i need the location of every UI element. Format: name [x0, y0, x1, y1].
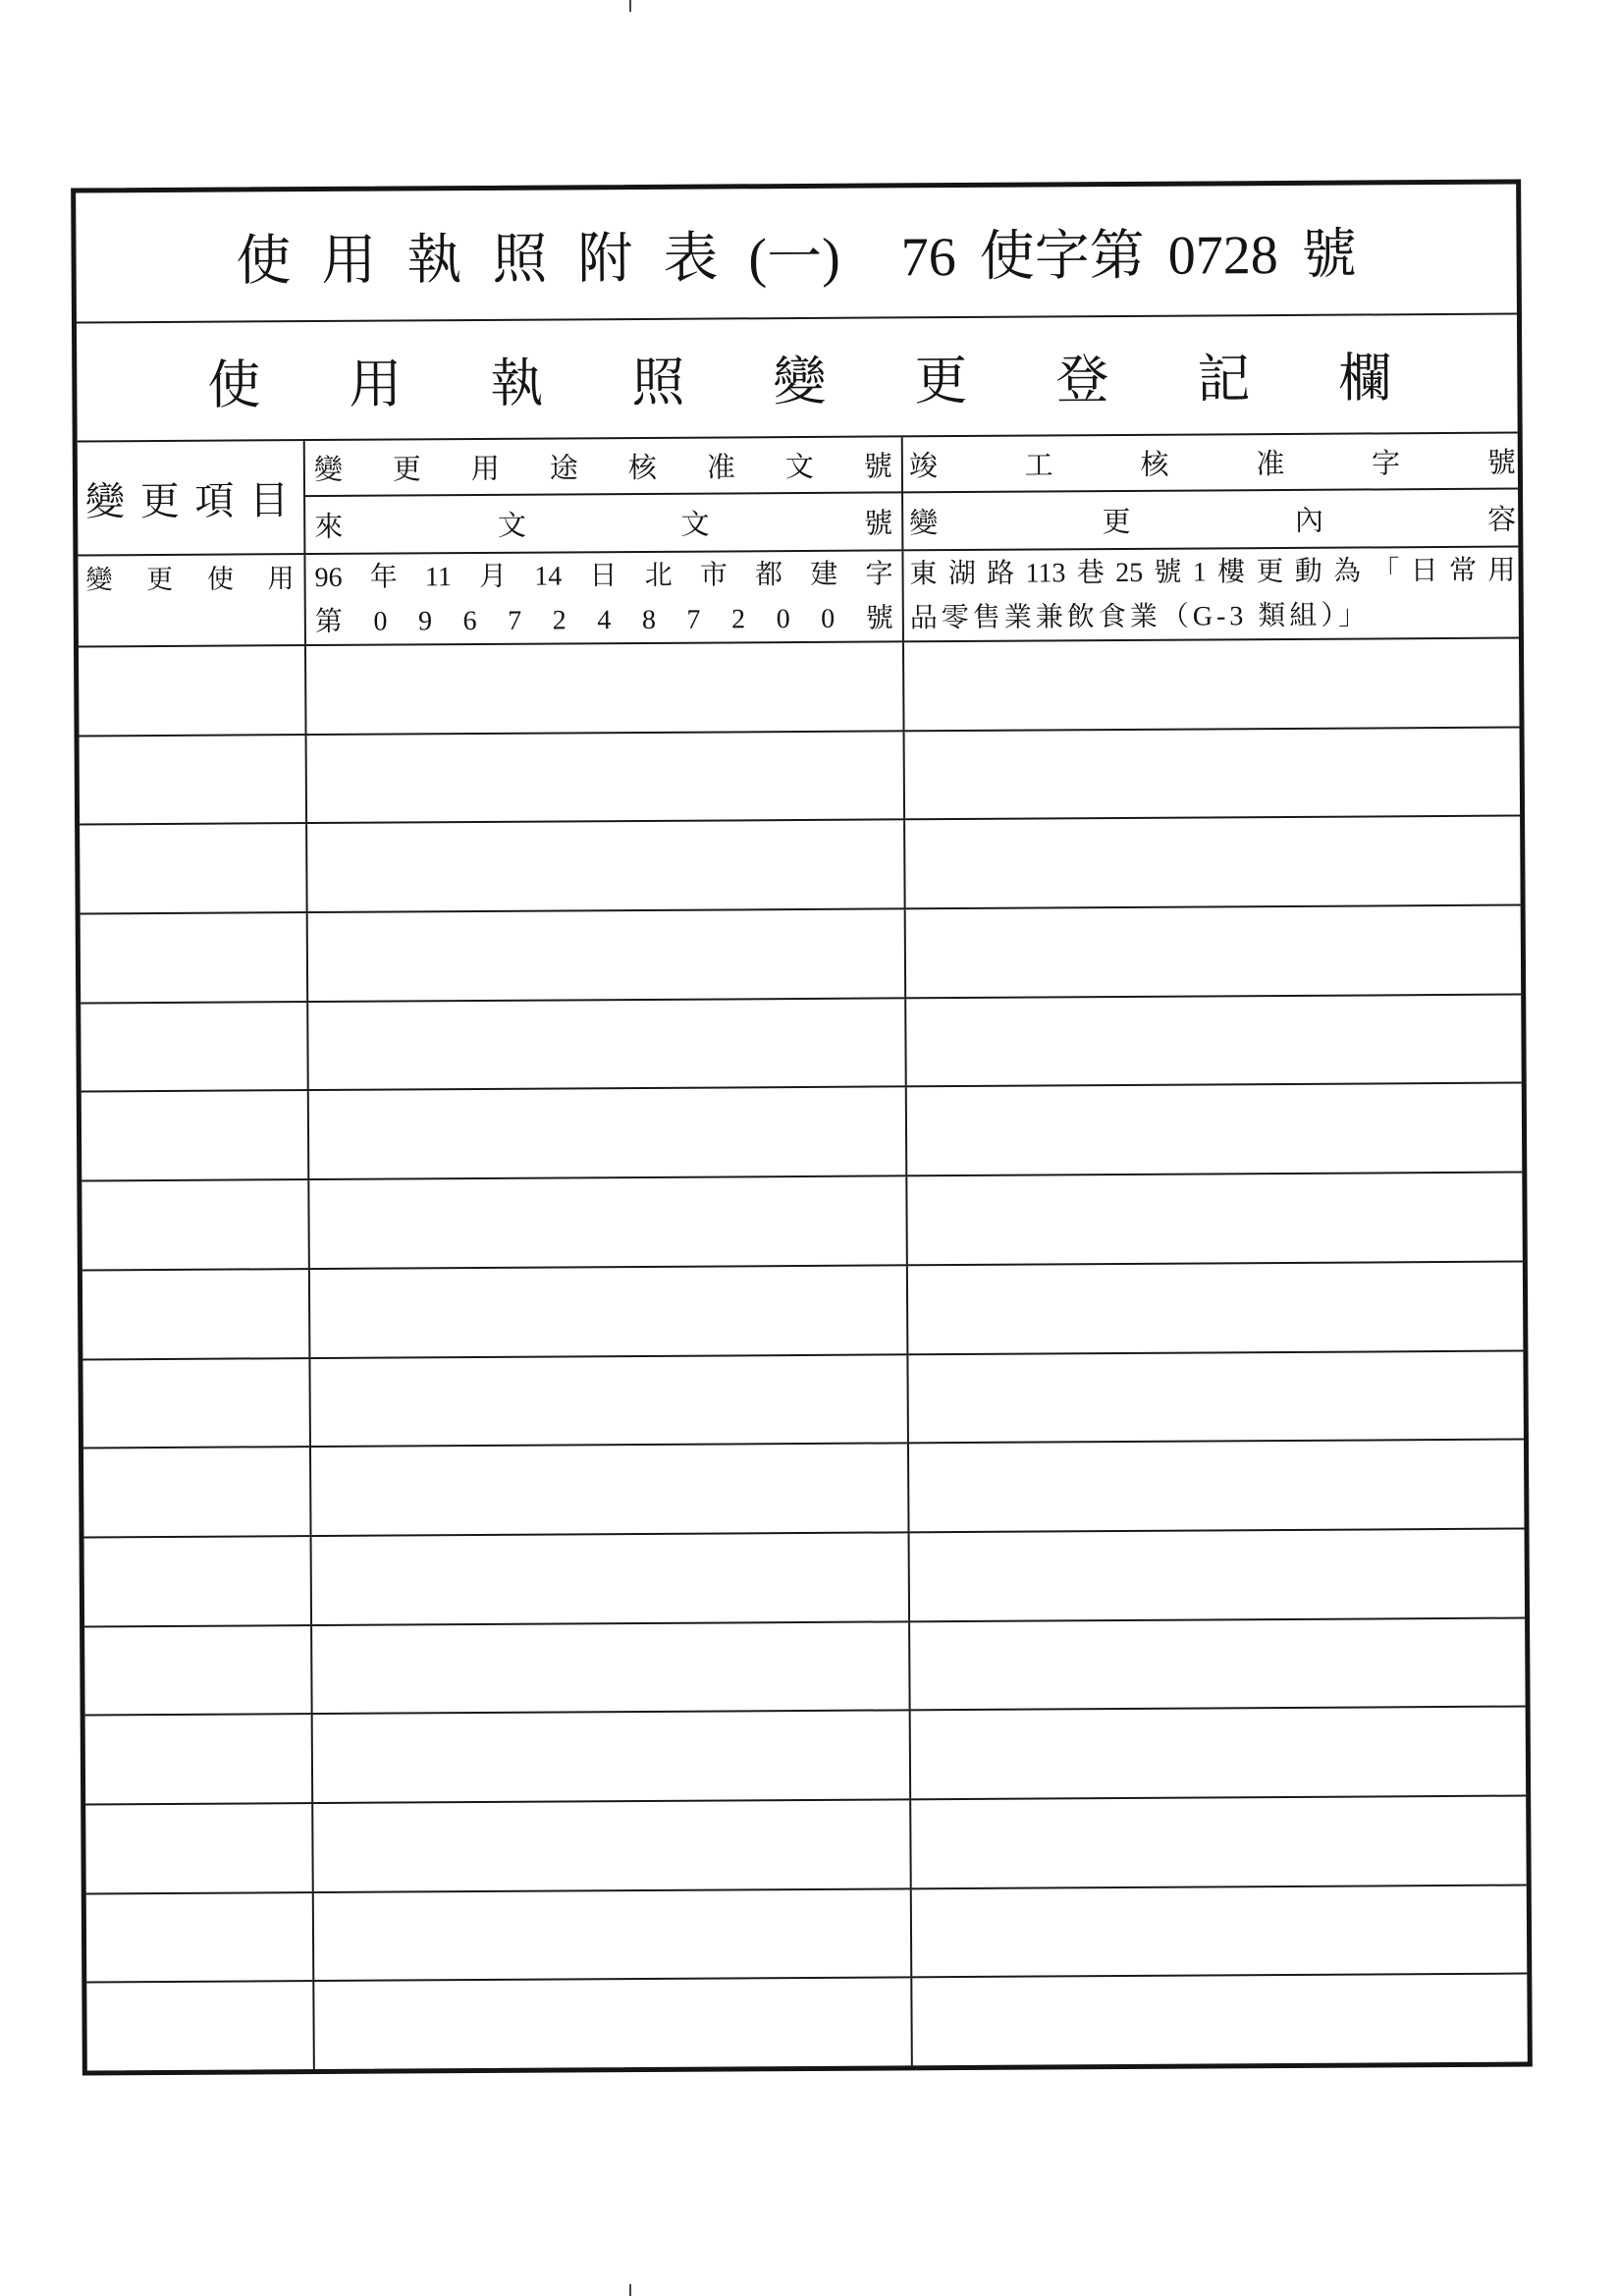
table-row [80, 817, 1521, 915]
content-cell [905, 728, 1521, 819]
doc-no-cell [308, 999, 907, 1089]
scan-mark [629, 2284, 631, 2296]
item-cell [82, 1359, 311, 1448]
license-number: 76 使字第 0728 號 [900, 224, 1357, 288]
doc-no-line [315, 596, 893, 644]
glyph: 途 [549, 453, 578, 485]
item-cell [80, 824, 308, 912]
glyph: 年 [369, 562, 398, 593]
item-cell [84, 1626, 313, 1715]
glyph: 欄 [1338, 349, 1392, 409]
glyph: 動 [1294, 556, 1322, 587]
content-cell [908, 1351, 1524, 1443]
table-row [82, 1351, 1524, 1449]
table-row [86, 1975, 1528, 2071]
glyph: 6 [462, 605, 477, 636]
glyph: 執 [490, 354, 544, 413]
table-row [81, 1084, 1523, 1182]
glyph: 用 [267, 564, 295, 594]
glyph: 字 [1371, 448, 1401, 480]
glyph: 變 [85, 565, 113, 595]
content-cell [907, 1174, 1523, 1265]
table-row [79, 639, 1520, 738]
glyph: 日 [1410, 555, 1438, 586]
item-cell [86, 1893, 315, 1982]
table-row [81, 1174, 1523, 1272]
table-row [81, 906, 1522, 1005]
glyph: 日 [589, 560, 618, 591]
doc-no-line [314, 552, 892, 600]
content-cell [909, 1441, 1525, 1532]
glyph: 目 [248, 477, 290, 522]
section-heading [207, 336, 1391, 418]
header-item-cell [78, 441, 306, 554]
section-heading-row [77, 315, 1518, 443]
glyph: 月 [479, 561, 508, 592]
glyph: 市 [699, 559, 728, 591]
glyph: 0 [373, 606, 388, 637]
header-incoming-doc-no [314, 501, 892, 545]
item-cell [86, 1982, 315, 2070]
doc-no-cell [313, 1712, 912, 1802]
glyph: 變 [84, 478, 126, 523]
glyph: 變 [909, 508, 939, 540]
content-cell [905, 817, 1521, 908]
glyph: 建 [810, 559, 838, 590]
table-row [78, 548, 1519, 648]
header-incoming-cell [305, 493, 903, 553]
content-cell [910, 1618, 1526, 1710]
item-cell [81, 913, 309, 1002]
form-name: 使用執照附表 [236, 227, 749, 293]
item-cell [84, 1537, 313, 1625]
content-cell [906, 995, 1522, 1086]
item-cell [81, 1003, 309, 1091]
table-number: (一) [748, 227, 840, 289]
doc-no-cell [312, 1622, 911, 1713]
glyph: 項 [194, 478, 235, 523]
glyph: 巷 [1076, 557, 1105, 588]
glyph: 核 [627, 452, 657, 485]
glyph: 2 [730, 603, 746, 634]
glyph: 號 [864, 508, 893, 540]
glyph: 第 [314, 606, 343, 637]
doc-no-cell [310, 1355, 909, 1446]
form-title [76, 185, 1517, 324]
glyph: 用 [1487, 555, 1516, 586]
item-cell [81, 1180, 310, 1269]
glyph: 「 [1372, 555, 1400, 586]
glyph: 照 [631, 353, 685, 413]
glyph: 容 [1487, 504, 1517, 536]
header-completion-no [909, 441, 1516, 485]
glyph: 使 [207, 355, 261, 415]
glyph: 更 [146, 564, 174, 595]
glyph: 14 [534, 560, 563, 592]
glyph: 樓 [1217, 556, 1246, 587]
content-cell [908, 1262, 1524, 1353]
glyph: 工 [1024, 450, 1053, 482]
glyph: 常 [1448, 555, 1478, 586]
glyph: 來 [314, 511, 344, 544]
doc-no-cell [305, 551, 904, 644]
table-row [85, 1796, 1527, 1894]
glyph: 0 [776, 603, 790, 634]
table-row [86, 1886, 1528, 1984]
change-item [85, 557, 294, 602]
header-change-cell [903, 490, 1518, 550]
table-row [82, 1262, 1524, 1360]
glyph: 東 [909, 558, 938, 589]
glyph: 號 [1154, 557, 1182, 588]
glyph: 用 [470, 453, 500, 486]
content-cell [912, 1886, 1528, 1977]
glyph: 9 [417, 605, 433, 636]
table-row [84, 1529, 1526, 1627]
form-frame [71, 180, 1533, 2076]
glyph: 登 [1055, 351, 1109, 410]
content-cell [907, 1084, 1523, 1175]
glyph: 更 [914, 351, 968, 411]
glyph: 1 [1192, 556, 1207, 588]
glyph: 4 [597, 604, 612, 635]
doc-no-cell [307, 732, 906, 822]
glyph: 文 [680, 509, 710, 541]
glyph: 內 [1294, 505, 1324, 537]
glyph: 11 [424, 561, 453, 592]
content-cell [911, 1796, 1527, 1887]
item-cell [85, 1715, 314, 1803]
glyph: 25 [1115, 557, 1144, 588]
glyph: 號 [1486, 447, 1516, 479]
doc-no-cell [310, 1266, 909, 1356]
glyph: 號 [863, 451, 892, 483]
glyph: 7 [686, 604, 701, 635]
glyph: 更 [392, 454, 421, 486]
doc-no-cell [309, 1088, 908, 1178]
doc-no-cell [311, 1445, 910, 1535]
glyph: 更 [1102, 506, 1131, 539]
header-approval-no [314, 444, 892, 488]
content-line: 品零售業兼飲食業（G-3 類組）」 [909, 599, 1371, 633]
glyph: 8 [641, 604, 656, 635]
glyph: 2 [552, 604, 566, 636]
table-row [81, 995, 1522, 1093]
table-row [83, 1441, 1525, 1539]
glyph: 都 [755, 559, 783, 590]
glyph: 記 [1197, 350, 1251, 410]
content-cell [911, 1708, 1527, 1799]
doc-no-cell [314, 1979, 913, 2069]
glyph: 湖 [947, 558, 976, 589]
table-row [80, 728, 1521, 826]
glyph: 更 [139, 478, 180, 523]
glyph: 變 [773, 352, 827, 412]
glyph: 使 [206, 564, 234, 594]
glyph: 文 [784, 451, 814, 484]
doc-no-cell [308, 909, 907, 1000]
doc-no-cell [309, 1176, 908, 1267]
item-cell [78, 555, 306, 645]
header-approval-cell [305, 437, 903, 497]
scan-mark [629, 0, 631, 12]
item-cell [79, 646, 307, 735]
glyph: 113 [1025, 557, 1066, 589]
doc-no-cell [306, 642, 905, 733]
glyph: 文 [497, 510, 527, 542]
glyph: 7 [508, 605, 522, 636]
doc-no-cell [313, 1800, 912, 1890]
glyph: 竣 [908, 451, 939, 483]
item-cell [82, 1270, 311, 1358]
glyph: 准 [1256, 448, 1285, 481]
content-cell [903, 548, 1519, 641]
doc-no-cell [312, 1533, 911, 1623]
glyph: 北 [644, 560, 673, 591]
item-cell [80, 736, 308, 824]
glyph: 路 [987, 558, 1015, 589]
header-change-content [909, 498, 1516, 542]
glyph: 為 [1332, 556, 1362, 587]
glyph: 字 [865, 558, 893, 590]
item-cell [83, 1448, 312, 1536]
content-cell [912, 1975, 1528, 2066]
header-item [85, 469, 289, 526]
content-line [909, 548, 1515, 596]
content-cell [906, 906, 1522, 998]
glyph: 96 [314, 562, 343, 593]
table-row [84, 1618, 1526, 1717]
doc-no-cell [314, 1889, 913, 1980]
glyph: 用 [349, 355, 403, 414]
content-cell [904, 639, 1520, 731]
header-completion-cell [903, 434, 1518, 494]
glyph: 0 [821, 603, 836, 634]
glyph: 核 [1140, 449, 1169, 481]
item-cell [85, 1804, 314, 1892]
glyph: 准 [706, 452, 735, 484]
item-cell [81, 1092, 310, 1180]
table-header [78, 434, 1519, 557]
glyph: 更 [1256, 556, 1284, 587]
doc-no-cell [307, 821, 906, 911]
content-cell [910, 1529, 1526, 1620]
glyph: 變 [313, 454, 344, 487]
glyph: 號 [865, 602, 893, 634]
table-row [85, 1708, 1527, 1806]
